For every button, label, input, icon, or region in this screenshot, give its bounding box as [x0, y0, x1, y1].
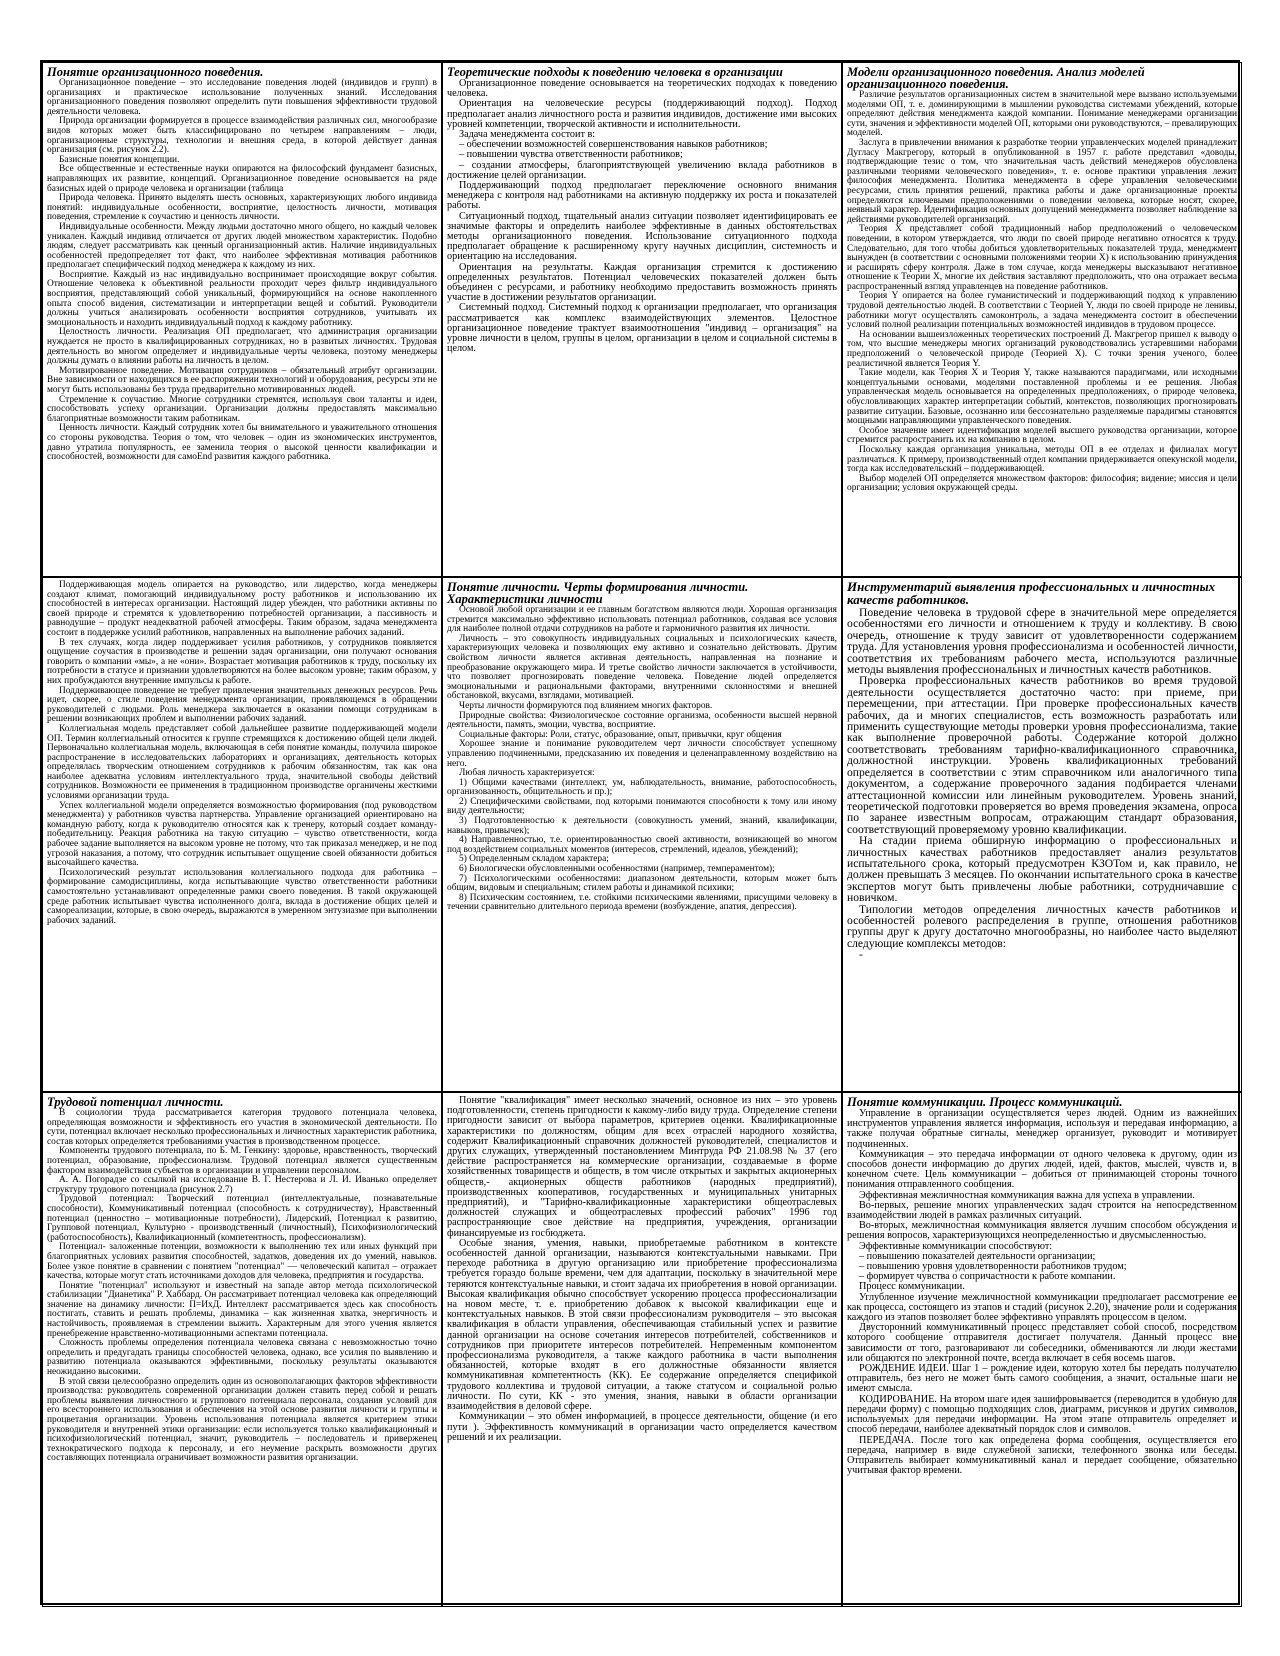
paragraph: В этой связи целесообразно определить один из основополагающих факторов эффективности производства: руководитель современной организации должен ставить перед собой и решать проблемы выявления личностного и группового потенциала персонала, создания условий для его всестороннего использования и обеспечения на этой основе развития личности и группы и процветания организации. Уровень использования потенциала является критерием этики руководителя и внутренней этики организации: если используется только квалификационный и психофизиологический потенциал, значит, руководитель – последователь и приверженец технократического подхода к персоналу, и его неумение раскрыть возможности других составляющих потенциала ограничивает возможности развития организации. [47, 1376, 437, 1464]
paragraph: Мотивированное поведение. Мотивация сотрудников – обязательный атрибут организации. Вне зависимости от находящихся в ее распоряжении технологий и оборудования, ресурсы эти не могут быть использованы без труда предварительно мотивированных людей. [47, 365, 437, 395]
paragraph: Различие результатов организационных систем в значительной мере вызвано используемыми моделями ОП, т. е. доминирующими в мышлении руководства системами убеждений, которые определяют действия менеджмента каждой компании. Понимание менеджерами организации сути, значения и эффективности моделей ОП, которыми они руководствуются, – превалирующих моделей. [847, 90, 1237, 139]
paragraph: Восприятие. Каждый из нас индивидуально воспринимает происходящие вокруг события. Отношение человека к объективной реальности проходит через фильтр индивидуального восприятия, представляющий собой уникальный, формирующийся на основе накопленного опыта способ видения, систематизации и интерпретации вещей и событий. Руководители должны учиться анализировать особенности восприятия сотрудников, учитывать их эмоциональность и находить индивидуальный подход к каждому работнику. [47, 269, 437, 328]
paragraph: Хорошее знание и понимание руководителем черт личности способствует успешному управлению подчиненными, предсказанию их поведения и целенаправленному воздействию на него. [447, 739, 837, 769]
cell-2-theoretical-approaches [442, 62, 842, 577]
paragraph: Ценность личности. Каждый сотрудник хотел бы внимательного и уважительного отношения со стороны руководства. Теория о том, что человек – один из экономических инструментов, давно утратила популярность, ее заменила теория о высокой ценности квалификации и способностей, возможности для самоEnd развития каждого работника. [47, 423, 437, 463]
cell-6-professional-qualities-tools [842, 577, 1242, 1092]
paragraph: – создании атмосферы, благоприятствующей увеличению вклада работников в достижение целей организации. [447, 159, 837, 181]
paragraph: Ориентация на результаты. Каждая организация стремится к достижению определенных результатов. Потенциал человеческих показателей должен быть объединен с ресурсами, и работнику необходимо предоставить возможность принять участие в достижении результатов организации. [447, 261, 837, 304]
paragraph: Проверка профессиональных качеств работников во время трудовой деятельности осуществляется достаточно часто: при приеме, при перемещении, при аттестации. При проверке профессиональных качеств рабочих, да и многих специалистов, есть возможность разработать или применить существующие методы проверки уровня профессионализма, такие как выполнение проверочной работы. Содержание которой должно соответствовать требованиям тарифно-квалификационного справочника, должностной инструкции. Уровень квалификационных требований определяется в соответствии с этим справочником или аналогичного типа документом, а содержание проверочного задания подбирается членами аттестационной комиссии или линейным руководителем. Уровень знаний, теоретической подготовки проверяется во время проведения экзамена, опроса по заранее известным вопросам, отражающим стандарт образования, соответствующий проверяемому уровню квалификации. [847, 674, 1237, 836]
paragraph: Во-первых, решение многих управленческих задач строится на непосредственном взаимодействии людей в рамках различных ситуаций. [847, 1199, 1237, 1222]
paragraph: Коллегиальная модель представляет собой дальнейшее развитие поддерживающей модели ОП. Термин коллегиальный относится к группе стремящихся к достижению общей цели людей. Первоначально коллегиальная модель, включающая в себя понятие команды, получила широкое распространение в исследовательских лабораториях и организациях, деятельность которых определялась творческим отношением сотрудников к рабочим обязанностям, так как она наиболее адекватна условиям интеллектуального труда, значительной свободы действий сотрудников. Возможности ее применения в традиционном производстве органичены жесткими условиями организации труда. [47, 723, 437, 802]
paragraph: Коммуникации – это обмен информацией, в процессе деятельности, общение (и его пути ). Эффективность коммуникаций в организации часто определяется качеством решений и их реализации. [447, 1411, 837, 1443]
paragraph: Во-вторых, межличностная коммуникация является лучшим способом обсуждения и решения вопросов, характеризующихся неопределенностью и двусмысленностью. [847, 1220, 1237, 1242]
paragraph: Выбор моделей ОП определяется множеством факторов: философия; видение; миссия и цели организации; условия окружающей среды. [847, 473, 1237, 494]
paragraph: Понятие "потенциал" используют и известный на западе автор метода психологической стабилизации "Дианетика" Р. Хаббард. Он рассматривает потенциал человека как определяющий значение на динамику личности: П=ИхД. Интеллект рассматривается здесь как способность постигать, ставить и решать проблемы, динамика – как жизненная хватка, энергичность и настойчивость, проявляемая в стремлении выжить. Характерным для этого учения является пренебрежение нравственно-мотивационными аспектами потенциала. [47, 1280, 437, 1339]
cell-1-org-behavior-concept [42, 62, 442, 577]
paragraph: РОЖДЕНИЕ ИДЕИ. Шаг 1 – рождение идеи, которую хотел бы передать получателю отправитель, без него не может быть самого сообщения, а значит, остальные шаги не имеют смысла. [847, 1363, 1237, 1395]
paragraph: – обеспечении возможностей совершенствования навыков работников; [459, 139, 768, 151]
document-page [40, 60, 1240, 1605]
paragraph: Поддерживающий подход предполагает переключение основного внимания менеджера с контроля над работниками на активную поддержку их роста и показателей работы. [447, 180, 837, 212]
paragraph: Поведение человека в трудовой сфере в значительной мере определяется особенностями его личности и отношением к труду и коллективу. В свою очередь, отношение к труду зависит от удовлетворенности содержанием труда. Для установления уровня профессионализма и особенностей личности, соответствия их требованиям рабочего места, используются различные методы выявления профессиональных и личностных качеств работников. [847, 606, 1237, 677]
paragraph: Социальные факторы: Роли, статус, образование, опыт, привычки, круг общения [459, 729, 782, 740]
paragraph: Процесс коммуникации. [859, 1281, 965, 1293]
cell-title: Понятие коммуникации. Процесс коммуникаций. [847, 1095, 1123, 1109]
paragraph: Основой любой организации и ее главным богатством являются люди. Хорошая организация стремится максимально эффективно использовать потенциал работников, создавая все условия для наиболее полной отдачи сотрудников на работе и гармоничного развития их личности. [447, 605, 837, 635]
paragraph: Поскольку каждая организация уникальна, методы ОП в ее отделах и филиалах могут различаться. К примеру, производственный отдел компании придерживается опекунской модели, тогда как исследовательский – поддерживающей. [847, 444, 1237, 475]
paragraph: В социологии труда рассматривается категория трудового потенциала человека, определяющая возможности и эффективность его участия в экономической деятельности. По сути, потенциал включает несколько профессиональных и личностных характеристик работника, состав которых определяется требованиями участия в производственном процессе. [47, 1108, 437, 1147]
paragraph: Понятие "квалификация" имеет несколько значений, основное из них – это уровень подготовленности, степень пригодности к какому-либо виду труда. Определение степени пригодности зависит от выбора параметров, критериев оценки. Квалификационные характеристики по должностям, общим для всех отраслей народного хозяйства, содержит Квалификационный справочник должностей руководителей, специалистов и других служащих, утвержденный постановлением Минтруда РФ 21.08.98 № 37 (его действие распространяется на коммерческие организации, создаваемые в форме хозяйственных товариществ и обществ, в том числе открытых и закрытых акционерных обществ,- акционерных обществ работников (народных предприятий), производственных кооперативов, государственных и муниципальных унитарных предприятий), и "Тарифно-квалификационные характеристики общеотраслевых должностей служащих и общеотраслевых профессий рабочих" 1996 год распространяющие свое действие на предприятия, учреждения, организации финансируемые из госбюджета. [447, 1095, 837, 1239]
paragraph: КОДИРОВАНИЕ. На втором шаге идея зашифровывается (переводится в удобную для передачи форму) с помощью подходящих слов, диаграмм, рисунков и других символов, используемых для передачи информации. На этом этапе отправитель определяет и способ передачи, наиболее адекватный порядок слов и символов. [847, 1393, 1237, 1436]
cell-8-qualification [442, 1092, 842, 1607]
paragraph: Поддерживающая модель опирается на руководство, или лидерство, когда менеджеры создают климат, помогающий индивидуальному росту работников и использованию их способностей в интересах организации. Настоящий лидер убежден, что работники активны по своей природе и стремятся к удовлетворению потребностей организации, а пассивность и равнодушие – продукт неадекватной рабочей атмосферы. Таким образом, задача менеджмента состоит в поддержке усилий работников, направленных на выполнение рабочих заданий. [47, 580, 437, 638]
paragraph: Поддерживающее поведение не требует привлечения значительных денежных ресурсов. Речь идет, скорее, о стиле поведения менеджмента организации, проявляющемся в обращении руководителей с людьми. Роль менеджера заключается в оказании помощи сотрудникам в решении возникающих проблем и выполнении рабочих заданий. [47, 685, 437, 725]
paragraph: ПЕРЕДАЧА. После того как определена форма сообщения, осуществляется его передача, например в виде служебной записки, телефонного звонка или беседы. Отправитель выбирает коммуникативный канал и передает сообщение, обязательно учитывая фактор времени. [847, 1434, 1237, 1477]
paragraph: Ориентация на человеческие ресурсы (поддерживающий подход). Подход предполагает анализ личностного роста и развития индивидов, достижение ими высоких уровней компетенции, творческой активности и исполнительности. [447, 98, 837, 130]
paragraph: Компоненты трудового потенциала, по Б. М. Генкину: здоровье, нравственность, творческий потенциал, образование, профессионализм. Трудовой потенциал является существенным фактором взаимодействия субъектов в организации и управлении персоналом. [47, 1146, 437, 1176]
paragraph: Стремление к соучастию. Многие сотрудники стремятся, используя свои таланты и идеи, способствовать успеху организации. Организации должны предоставлять максимально благоприятные возможности таким работникам. [47, 394, 437, 424]
paragraph: Организационное поведение – это исследование поведения людей (индивидов и групп) в организациях и практическое использование полученных знаний. Исследования организационного поведения позволяют определить пути повышения эффективности трудовой деятельности человека. [47, 78, 437, 117]
paragraph: Целостность личности. Реализация ОП предполагает, что администрация организации нуждается не просто в квалифицированных сотрудниках, но в развитых личностях. Трудовая деятельность во многом определяет и индивидуальные черты человека, поэтому менеджеры должны думать о влиянии работы на личность в целом. [47, 327, 437, 367]
paragraph: Личность – это совокупность индивидуальных социальных и психологических качеств, характеризующих человека и позволяющих ему активно и сознательно действовать. Другим свойством личности является активная деятельность, направленная на познание и преобразование окружающего мира. И третье свойство личности заключается в устойчивости, что позволяет прогнозировать поведение человека. Поведение людей определяется эмоциональными и рациональными факторами, внутренними склонностями и внешней обстановкой, вкусами, взглядами, мотивацией. [447, 633, 837, 702]
paragraph: 5) Определенным складом характера; [459, 854, 609, 865]
paragraph: Любая личность характеризуется: [459, 768, 595, 779]
paragraph: А. А. Погорадзе со ссылкой на исследование В. Г. Нестерова и Л. И. Иванько определяет структуру трудового потенциала (рисунок 2.7) [47, 1175, 437, 1195]
paragraph: Углубленное изучение межличностной коммуникации предполагает рассмотрение ее как процесса, состоящего из этапов и стадий (рисунок 2.20), значение роли и содержания каждого из этапов позволяет более эффективно управлять процессом в целом. [847, 1291, 1237, 1324]
cell-7-labor-potential [42, 1092, 442, 1607]
paragraph: – повышении чувства ответственности работников; [459, 149, 683, 161]
paragraph: – повышению показателей деятельности организации; [859, 1250, 1096, 1262]
paragraph: Задача менеджмента состоит в: [459, 129, 596, 141]
paragraph: Особые знания, умения, навыки, приобретаемые работником в контексте особенностей данной организации, называются контекстуальными навыками. При переходе работника в другую организацию или приобретение профессионализма требуется гораздо больше времени, чем для адаптации, поскольку в значительной мере теряются контекстуальные навыки, и стоит задача их приобретения в новой организации. Высокая квалификация обычно способствует ускорению процесса профессионализации на новом месте, т. е. приобретению добавок к высокой квалификации еще и контекстуальных навыков. В этой связи профессионализм руководителя – это высокая квалификация в области управления, обеспечивающая стабильный успех и развитие данной организации на основе сочетания интересов потребителей, собственников и сотрудников при приоритете интересов потребителей. Непременным компонентом профессионализма руководителя, а также каждого работника в части выполнения обязанностей, которые входят в его должностные обязанности является коммуникативная компетентность (КК). Ее содержание определяется спецификой трудового коллектива и трудовой ситуации, а также статусом и социальной ролью личности. По сути, КК - это умения, знания, навыки в области организации взаимодействия в деловой сфере. [447, 1237, 837, 1413]
notes-grid [40, 60, 1240, 1605]
paragraph: Двусторонний коммуникативный процесс представляет собой способ, посредством которого сообщение отправителя достигает получателя. Данный процесс вне зависимости от того, разговаривают ли собеседники, обмениваются ли люди жестами или общаются по электронной почте, всегда включает в себя восемь шагов. [847, 1322, 1237, 1364]
paragraph: В тех случаях, когда лидер поддерживает усилия работников, у сотрудников появляется ощущение соучастия в производстве и решении задач организации, они получают основания говорить о компании «мы», а не «они». Возрастает мотивация работников к труду, поскольку их потребности в статусе и признании удовлетворяются на более высоком уровне; таким образом, у них пробуждаются внутренние импульсы к работе. [47, 637, 437, 686]
paragraph: Успех коллегиальной модели определяется возможностью формирования (под руководством менеджмента) у работников чувства партнерства. Управление организацией ориентировано на командную работу, когда к руководителю относятся как к тренеру, который создает команду-победительницу. Реакция работника на такую ситуацию – чувство ответственности, когда рабочее задание выполняется на высоком уровне не потому, что так приказал менеджер, и не под угрозой наказания, а потому, что сотрудник испытывает ощущение своей обязанности добиться высочайшего качества. [47, 800, 437, 869]
paragraph: - [859, 948, 863, 962]
paragraph: Коммуникация – это передача информации от одного человека к другому, один из способов донести информацию до других людей, идей, фактов, мыслей, чувств и, в конечном счете. Цель коммуникации – добиться от принимающей стороны точного понимания отправленного сообщения. [847, 1148, 1237, 1191]
paragraph: Все общественные и естественные науки опираются на философский фундамент базисных, направляющих их развитие, концепций. Организационное поведение основывается на ряде базисных идей о природе человека и организации (таблица [47, 164, 437, 194]
paragraph: Теория Y опирается на более гуманистический и поддерживающий подход к управлению трудовой деятельностью людей. В соответствии с Теорией Y, люди по своей природе не ленивы, работники могут осуществлять самоконтроль, а задача менеджмента состоит в обеспечении условий полной реализации потенциальных возможностей индивидов в трудовом процессе. [847, 291, 1237, 331]
paragraph: 1) Общими качествами (интеллект, ум, наблюдательность, внимание, работоспособность, организованность, общительность и пр.); [447, 777, 837, 798]
paragraph: На стадии приема обширную информацию о профессиональных и личностных качествах работников предоставляет анализ результатов испытательного срока, который предусмотрен КЗОТом и, как правило, не должен превышать 3 месяцев. По окончании испытательного срока в качестве экспертов могут быть привлечены любые работники, сотрудничавшие с новичком. [847, 834, 1237, 905]
cell-title: Понятие личности. Черты формирования личности. Характеристики личности [447, 580, 749, 606]
paragraph: Управление в организации осуществляется через людей. Одним из важнейших инструментов управления является информация, используя и передавая информацию, а также получая обратные сигналы, менеджер организует, руководит и мотивирует подчиненных. [847, 1108, 1237, 1150]
paragraph: Особое значение имеет идентификация моделей высшего руководства организации, которое стремится распространить их на компанию в целом. [847, 425, 1237, 446]
paragraph: Ситуационный подход, тщательный анализ ситуации позволяет идентифицировать ее значимые факторы и определить наиболее эффективные в данных обстоятельствах методы организационного поведения. Использование ситуационного подхода предполагает обращение к расширенному кругу научных дисциплин, системность и ориентацию на исследования. [447, 210, 837, 263]
paragraph: 4) Направленностью, т.е. ориентированностью своей активности, возникающей во многом под воздействием социальных моментов (интересов, стремлений, идеалов, убеждений); [447, 835, 837, 855]
cell-4-supportive-collegial-models [42, 577, 442, 1092]
cell-5-personality [442, 577, 842, 1092]
paragraph: 8) Психическим состоянием, т.е. стойкими психическими явлениями, присущими человеку в течении сравнительно длительного периода времени (возбуждение, апатия, депрессия). [447, 892, 837, 913]
cell-9-communication [842, 1092, 1242, 1607]
paragraph: Черты личности формируются под влиянием многих факторов. [459, 700, 713, 711]
cell-title: Инструментарий выявления профессиональных и личностных качеств работников. [847, 579, 1216, 607]
paragraph: Природа человека. Принято выделять шесть основных, характеризующих любого индивида понятий: индивидуальные особенности, восприятие, целостность личности, мотивация поведения, стремление к соучастию и ценность личности. [47, 193, 437, 223]
paragraph: 2) Специфическими свойствами, под которыми понимаются способности к тому или иному виду деятельности; [447, 796, 837, 817]
paragraph: Психологический результат использования коллегиального подхода для работника – формирование самодисциплины, когда испытывающие чувство ответственности работники самостоятельно устанавливают определенные рамки своего поведения. В такой окружающей среде работник испытывает чувства исполненного долга, вклада в достижение общих целей и самореализации, которые, в свою очередь, выражаются в умеренном энтузиазме при выполнении рабочих заданий. [47, 867, 437, 926]
paragraph: 7) Психологическими особенностями: диапазоном деятельности, которым может быть общим, видовым и специальным; стилем работы и динамикой психики; [447, 873, 837, 894]
paragraph: Теория X представляет собой традиционный набор предположений о человеческом поведении, в котором утверждается, что люди по своей природе негативно относятся к труду. Следовательно, для того чтобы добиться удовлетворительных показателей труда, менеджмент вынужден (в соответствии с основными положениями теории X) к использованию принуждения и расширять сферу контроля. Даже в том случае, когда менеджеры высказывают негативное отношение к Теории X, многие их действия заставляют предположить, что она отражает весьма распространенный взгляд управленцев на поведение работников. [847, 224, 1237, 292]
cell-title: Трудовой потенциал личности. [47, 1095, 224, 1109]
cell-title: Понятие организационного поведения. [47, 65, 264, 79]
paragraph: Организационное поведение основывается на теоретических подходах к поведению человека. [447, 78, 837, 100]
paragraph: Эффективные коммуникации способствуют: [859, 1240, 1053, 1252]
paragraph: Заслуга в привлечении внимания к разработке теории управленческих моделей принадлежит Дугласу Макгрегору, который в опубликованной в 1957 г. работе представил «доводы, подтверждающие тезис о том, что значительная часть действий менеджеров обусловлена различными теориями человеческого поведения», т. е. основе практики управления лежит философия менеджмента. Политика менеджмента в сфере управления человеческими ресурсами, стиль принятия решений, практика работы и даже организационные проекты определяются ключевыми предположениями о поведении человека, которые носят, скорее, неявный характер. Идентификация основных допущений менеджмента позволяет наблюдение за действиями руководителей организаций. [847, 137, 1237, 225]
paragraph: 3) Подготовленностью к деятельности (совокупность умений, знаний, квалификации, навыков, привычек); [447, 816, 837, 836]
paragraph: – формирует чувства о сопричастности к работе компании. [859, 1271, 1116, 1283]
paragraph: Индивидуальные особенности. Между людьми достаточно много общего, но каждый человек уникален. Каждый индивид отличается от других людей множеством характеристик. Подобно людям, следует рассматривать как ценный организационный актив. Наличие индивидуальных особенностей предопределяет тот факт, что наиболее эффективная мотивация работников предполагает специфический подход менеджера к каждому из них. [47, 221, 437, 271]
cell-3-org-behavior-models [842, 62, 1242, 577]
paragraph: Эффективная межличностная коммуникация важна для успеха в управлении. [859, 1189, 1195, 1201]
paragraph: Типологии методов определения личностных качеств работников и особенностей ролевого распределения в группе, отношения работников группы друг к другу достаточно многообразны, но наиболее часто выделяют следующие комплексы методов: [847, 902, 1237, 950]
paragraph: Сложность проблемы определения потенциала человека связана с невозможностью точно определить и предугадать границы способностей человека, однако, все усилия по выявлению и развитию потенциала оказываются эффективными, поскольку результаты оказываются неожиданно высокими. [47, 1338, 437, 1378]
paragraph: Природные свойства: Физиологическое состояние организма, особенности высшей нервной деятельности, память, эмоции, чувства, восприятие. [447, 710, 837, 731]
paragraph: Потенциал- заложенные потенции, возможности к выполнению тех или иных функций при благоприятных условиях развития способностей, задатков, доведения их до умений, навыков. Более узкое понятие в сравнении с понятием "потенциал" — человеческий капитал – отражает качества, которые могут стать источниками доходов для человека, предприятия и государства. [47, 1242, 437, 1282]
paragraph: Трудовой потенциал: Творческий потенциал (интеллектуальные, познавательные способности), Коммуникативный потенциал (способность к сотрудничеству), Нравственный потенциал (ценностно – мотивационные потребности), Лидерский, Потенциал к развитию, Групповой потенциал, Культурно - производственный (личностный), Психофизиологический (работоспособность), Квалификационный (компетентность, профессионализм). [47, 1194, 437, 1243]
paragraph: Базисные понятия концепции. [59, 154, 180, 165]
paragraph: – повышению уровня удовлетворенности работников трудом; [859, 1261, 1127, 1273]
paragraph: Такие модели, как Теория X и Теория Y, также называются парадигмами, или исходными концептуальными основами, моделями поставленной проблемы и ее решения. Любая управленческая модель основывается на определенных предположениях, о природе человека, обусловливающих характер интерпретации событий, контекстов, позволяющих прогнозировать развитие ситуации. Базовые, осознанно или бессознательно разделяемые парадигмы становятся мощными направляющими управленческого поведения. [847, 368, 1237, 427]
paragraph: Системный подход. Системный подход к организации предполагает, что организация рассматривается как комплекс взаимодействующих элементов. Целостное организационное поведение трактует взаимоотношения "индивид – организация" на уровне личности в целом, группы в целом, организации в целом и социальной системы в целом. [447, 302, 837, 355]
cell-title: Модели организационного поведения. Анализ моделей организационного поведения. [847, 65, 1145, 91]
paragraph: 6) Биологически обусловленными особенностями (например, темпераментом); [459, 864, 775, 875]
cell-title: Теоретические подходы к поведению человека в организации [447, 65, 783, 79]
paragraph: Природа организации формируется в процессе взаимодействия различных сил, многообразие видов которых может быть классифицировано по четырем направлениям – люди, организационные структуры, технологии и внешняя среда, в которой действует данная организация (см. рисунок 2.2). [47, 116, 437, 156]
paragraph: На основании вышеизложенных теоретических построений Д. Макгрегор пришел к выводу о том, что высшие менеджеры многих организаций руководствовались устаревшими наборами предположений о человеческой природе (Теорией X). С точки зрения ученого, более реалистичной является Теория Y. [847, 329, 1237, 369]
